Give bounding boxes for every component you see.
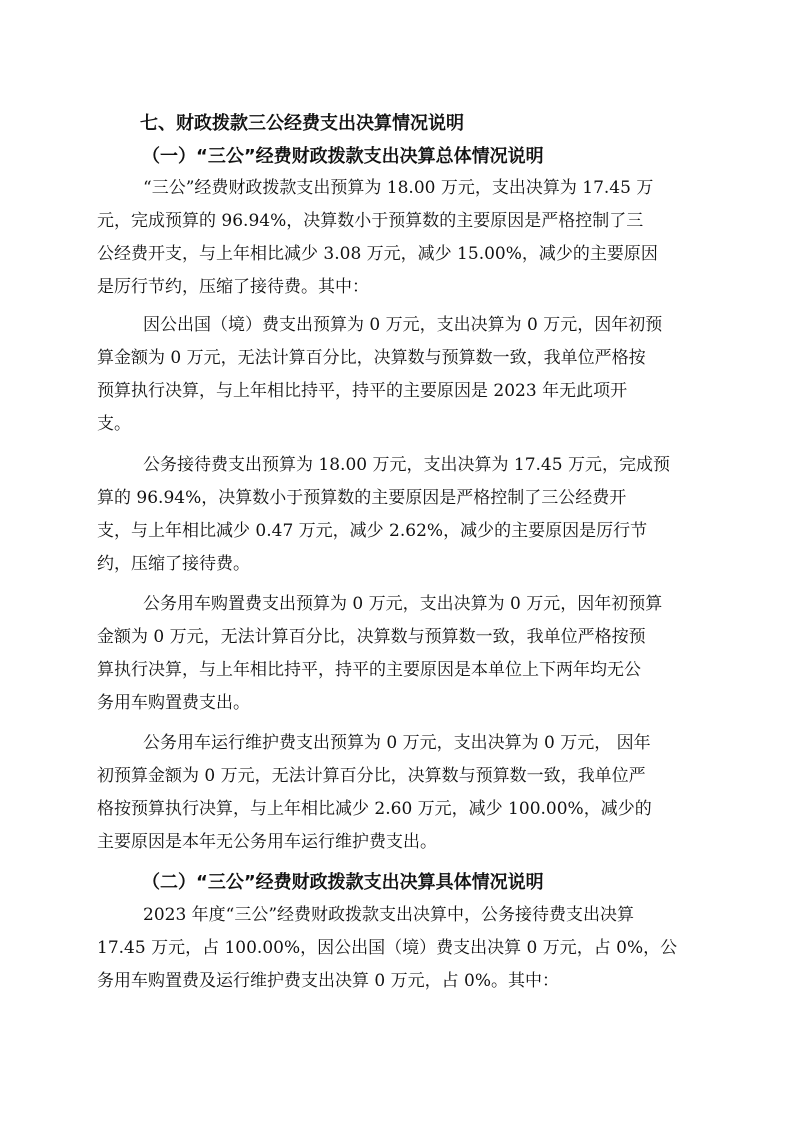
paragraph-line: 务用车购置费支出。: [97, 693, 250, 713]
paragraph-line: 预算执行决算，与上年相比持平，持平的主要原因是 2023 年无此项开: [97, 381, 628, 401]
paragraph-line: 公经费开支，与上年相比减少 3.08 万元，减少 15.00%，减少的主要原因: [97, 244, 658, 264]
paragraph-line: 支，与上年相比减少 0.47 万元，减少 2.62%，减少的主要原因是厉行节: [97, 521, 648, 541]
paragraph-line: 元，完成预算的 96.94%，决算数小于预算数的主要原因是严格控制了三: [97, 211, 644, 231]
paragraph-line: 2023 年度“三公”经费财政拨款支出决算中，公务接待费支出决算: [143, 905, 635, 925]
paragraph-line: 格按预算执行决算，与上年相比减少 2.60 万元，减少 100.00%，减少的: [97, 799, 652, 819]
paragraph-line: 初预算金额为 0 万元，无法计算百分比，决算数与预算数一致，我单位严: [97, 766, 646, 786]
paragraph-line: 金额为 0 万元，无法计算百分比，决算数与预算数一致，我单位严格按预: [97, 627, 646, 647]
detail-heading: （二）“三公”经费财政拨款支出决算具体情况说明: [142, 872, 544, 893]
paragraph-line: 约，压缩了接待费。: [97, 554, 250, 574]
paragraph-line: 算的 96.94%，决算数小于预算数的主要原因是严格控制了三公经费开: [97, 488, 627, 508]
paragraph-line: 支。: [97, 414, 131, 434]
paragraph-line: 算执行决算，与上年相比持平，持平的主要原因是本单位上下两年均无公: [97, 660, 641, 680]
abroad-expense-paragraph: [97, 309, 662, 441]
paragraph-line: 是厉行节约，压缩了接待费。其中：: [97, 277, 369, 297]
paragraph-line: “三公”经费财政拨款支出预算为 18.00 万元，支出决算为 17.45 万: [143, 178, 654, 198]
paragraph-line: 因公出国（境）费支出预算为 0 万元，支出决算为 0 万元，因年初预: [143, 315, 663, 335]
paragraph-line: 算金额为 0 万元，无法计算百分比，决算数与预算数一致，我单位严格按: [97, 348, 646, 368]
vehicle-operation-paragraph: [97, 727, 652, 859]
detail-paragraph: [97, 899, 677, 998]
paragraph-line: 务用车购置费及运行维护费支出决算 0 万元，占 0%。其中：: [97, 971, 559, 991]
paragraph-line: 公务接待费支出预算为 18.00 万元，支出决算为 17.45 万元，完成预: [143, 455, 670, 475]
reception-expense-paragraph: [97, 449, 670, 581]
paragraph-line: 17.45 万元，占 100.00%，因公出国（境）费支出决算 0 万元，占 0%，公: [97, 938, 678, 958]
paragraph-line: 公务用车运行维护费支出预算为 0 万元，支出决算为 0 万元， 因年: [143, 733, 651, 753]
overall-summary-paragraph: [97, 172, 658, 304]
overall-heading: （一）“三公”经费财政拨款支出决算总体情况说明: [142, 146, 544, 167]
paragraph-line: 主要原因是本年无公务用车运行维护费支出。: [97, 832, 437, 852]
section-title: 七、财政拨款三公经费支出决算情况说明: [140, 113, 464, 134]
vehicle-purchase-paragraph: [97, 588, 662, 720]
paragraph-line: 公务用车购置费支出预算为 0 万元，支出决算为 0 万元，因年初预算: [143, 594, 663, 614]
